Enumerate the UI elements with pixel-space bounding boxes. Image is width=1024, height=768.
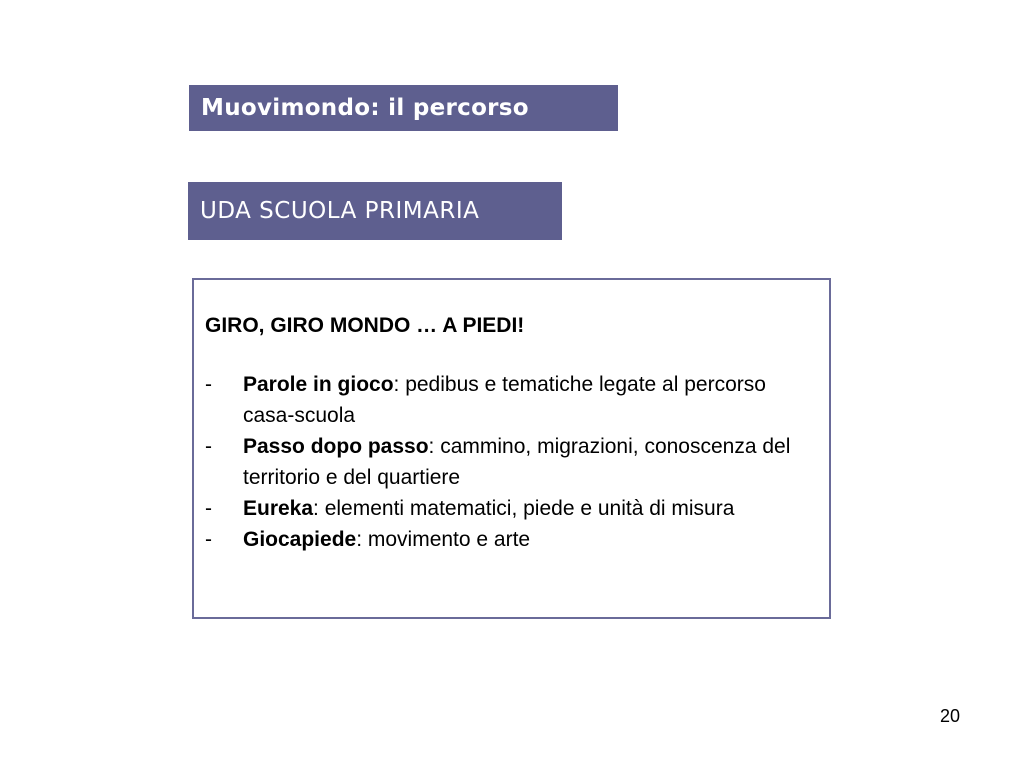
topic-list [205, 369, 819, 555]
item-text: : cammino, migrazioni, conoscenza del territorio e del quartiere [243, 435, 791, 489]
content-box [192, 278, 831, 619]
list-dash: - [205, 373, 212, 396]
list-dash: - [205, 528, 212, 551]
list-dash: - [205, 497, 212, 520]
list-item [205, 524, 819, 555]
title-banner [189, 85, 618, 131]
item-text: : movimento e arte [356, 528, 531, 551]
item-term: Giocapiede [243, 528, 357, 551]
list-item [205, 369, 819, 431]
list-item [205, 431, 819, 493]
slide-subtitle: UDA SCUOLA PRIMARIA [200, 198, 480, 224]
item-term: Passo dopo passo [243, 435, 429, 458]
item-text: : elementi matematici, piede e unità di misura [313, 497, 735, 520]
subtitle-banner [188, 182, 562, 240]
page-number: 20 [940, 706, 961, 726]
list-item [205, 493, 819, 524]
list-dash: - [205, 435, 212, 458]
content-heading: GIRO, GIRO MONDO … A PIEDI! [205, 314, 525, 337]
slide-title: Muovimondo: il percorso [201, 95, 529, 121]
item-term: Eureka [243, 497, 314, 520]
item-term: Parole in gioco [243, 373, 394, 396]
item-text: : pedibus e tematiche legate al percorso casa-scuola [243, 373, 766, 427]
